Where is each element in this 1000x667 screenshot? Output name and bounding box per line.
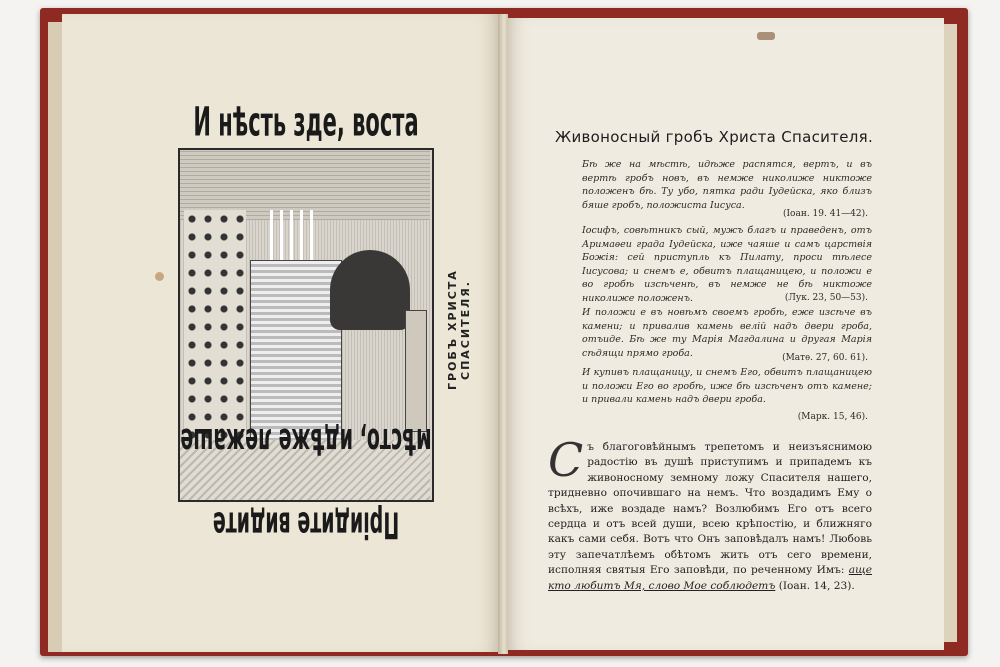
verse-2: Іосифъ, совѣтникъ сый, мужъ благъ и праведенъ, отъ Аримаѳеи града Іудейска, иже чаяше и самъ царствія Божія: сей приступль къ Пилату, проси тѣлесе Іисусова; и снемъ е, обвитъ плащаницею, и положи е во гробѣ изсѣченѣ, въ немже не бѣ никтоже николиже положенъ. (582, 225, 872, 304)
verse-3: И положи е въ новѣмъ своемъ гробѣ, еже изсѣче въ камени; и привалив камень велій надъ двери гроба, отъиде. Бѣ же ту Марія Магдалина и другая Марія сѣдящи прямо гроба. (582, 307, 872, 359)
main-paragraph-quote: аще кто любитъ Мя, слово Мое соблюдетъ (548, 564, 872, 592)
page-tear (757, 32, 775, 40)
page-stain (155, 272, 164, 281)
verse-ref-3: (Матѳ. 27, 60. 61). (782, 353, 868, 363)
verse-ref-4: (Марк. 15, 46). (797, 412, 868, 422)
main-paragraph-text: ъ благоговѣйнымъ трепетомъ и неизъяснимою радостію въ душѣ приступимъ и припадемъ къ живоносному земному ложу Спасителя нашего, тридневно опочившаго на немъ. Что воздадимъ Ему о всѣхъ, иже воздаде намъ? Возлюбимъ Его отъ всего сердца и отъ всей души, всею крѣпостію, и ближняго какъ сами себя. Вотъ что Онъ заповѣдалъ намъ! Любовь эту запечатлѣемъ обѣтомъ жить отъ сего времени, исполняя святыя Его заповѣди, по реченному Имъ: (548, 441, 872, 577)
book-gutter (498, 14, 508, 654)
slavonic-inscription-top: И нѣсть зде, воста (193, 99, 419, 145)
main-paragraph-ref: (Іоан. 14, 23). (778, 579, 855, 592)
drop-cap: С (548, 433, 584, 487)
engraving-kneeling-figure (330, 250, 410, 330)
verse-ref-1: (Іоан. 19. 41—42). (782, 209, 868, 219)
page-title: Живоносный гробъ Христа Спасителя. (555, 128, 874, 146)
engraving-caption: ГРОБЪ ХРИСТА СПАСИТЕЛЯ. (446, 269, 472, 391)
verse-1: Бѣ же на мѣстѣ, идѣже распятся, вертъ, и въ вертѣ гробъ новъ, въ немже николиже никтоже положенъ бѣ. Ту убо, пятка ради Іудейска, яко близъ бяше гробъ, положиста Іисуса. (582, 159, 872, 211)
main-paragraph (548, 433, 872, 594)
slavonic-inscription-bottom: Пріидите видите мѣсто, идѣже лежаше (180, 419, 432, 545)
verse-4: И купивъ плащаницу, и снемъ Его, обвитъ плащаницею и положи Его во гробѣ, иже бѣ изсѣченъ отъ камене; и привали камень надъ двери гроба. (582, 367, 872, 406)
verse-ref-2: (Лук. 23, 50—53). (784, 293, 868, 303)
